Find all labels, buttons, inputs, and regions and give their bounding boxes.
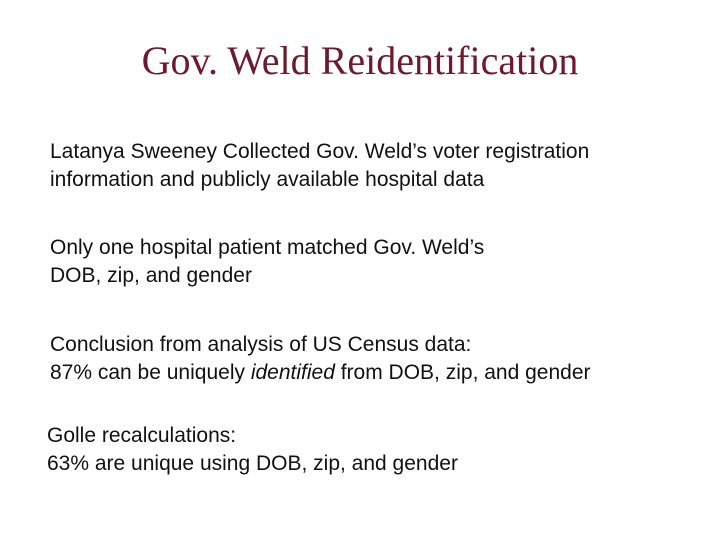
emphasized-text: identified (250, 361, 335, 384)
paragraph-census-conclusion (50, 331, 591, 387)
text-segment: from DOB, zip, and gender (334, 361, 591, 384)
paragraph-line: information and publicly available hospital data (50, 168, 485, 191)
paragraph-golle (47, 422, 458, 478)
slide-title: Gov. Weld Reidentification (141, 38, 579, 83)
paragraph-line: Conclusion from analysis of US Census data: (50, 333, 472, 356)
paragraph-line: DOB, zip, and gender (50, 264, 252, 287)
paragraph-sweeney (50, 138, 589, 194)
paragraph-hospital-match (50, 234, 484, 290)
paragraph-line: 63% are unique using DOB, zip, and gender (47, 452, 458, 475)
paragraph-line: Latanya Sweeney Collected Gov. Weld’s voter registration (50, 140, 590, 163)
paragraph-line: Only one hospital patient matched Gov. Weld’s (50, 236, 485, 259)
text-segment: 87% can be uniquely (50, 361, 251, 384)
paragraph-line-mixed (50, 359, 591, 387)
paragraph-line: Golle recalculations: (47, 424, 237, 447)
